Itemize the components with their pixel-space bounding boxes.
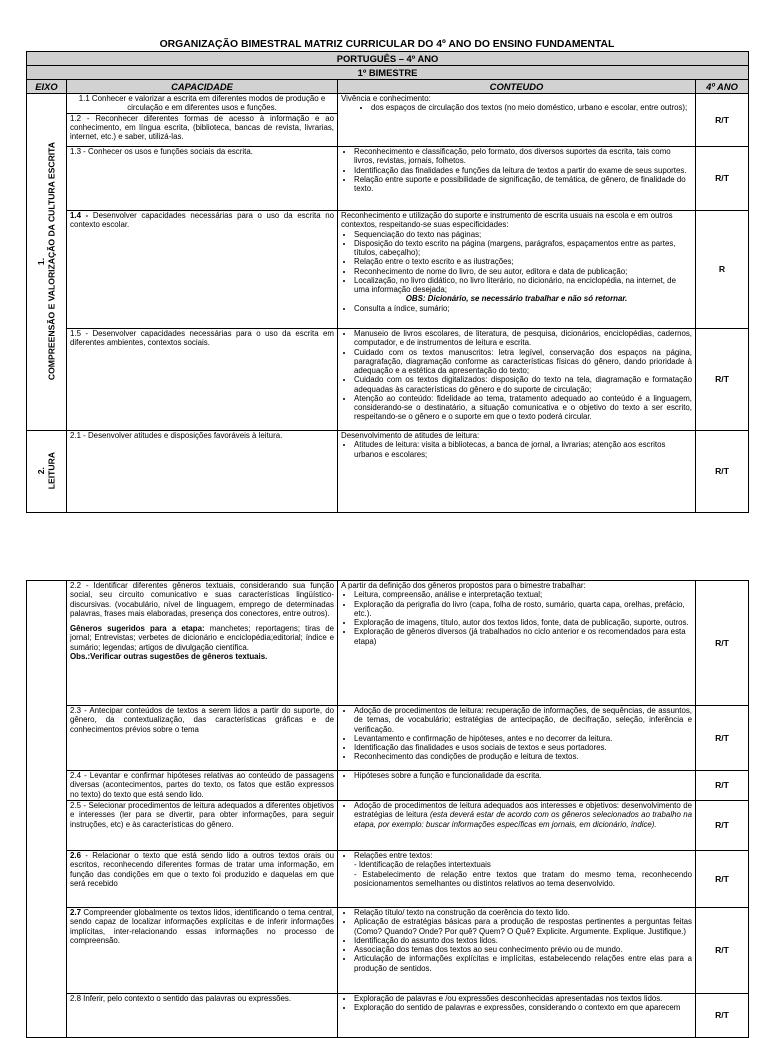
- col-ano: 4º ANO: [696, 80, 749, 94]
- table-row: [27, 211, 749, 329]
- status-badge: R/T: [696, 801, 749, 851]
- table-row: [27, 94, 749, 147]
- capacity-cell: 2.8 Inferir, pelo contexto o sentido das palavras ou expressões.: [67, 994, 338, 1038]
- axis-2-continuation-cell: [27, 581, 67, 1038]
- status-badge: R/T: [696, 329, 749, 431]
- status-badge: R/T: [696, 94, 749, 147]
- table-row: [27, 771, 749, 801]
- capacity-cell: 2.6 - Relacionar o texto que está sendo lido a outros textos orais ou escritos, reconhecendo diferentes formas de tratar uma informação, em função das condições em que o texto foi produzido e daquelas em que será recebido: [67, 851, 338, 908]
- status-badge: R/T: [696, 908, 749, 994]
- col-conteudo: CONTEUDO: [338, 80, 696, 94]
- content-cell: A partir da definição dos gêneros propostos para o bimestre trabalhar: • Leitura, compreensão, análise e interpretação textual; • Exploração da perigrafia do livro (capa, folha de rosto, sumário, quarta capa, orelhas, prefácio, etc.). • Exploração de imagens, título, autor dos textos lidos, fonte, data de publicação, suporte, outros. • Exploração de gêneros diversos (já trabalhados no ciclo anterior e os recomendados para esta etapa): [338, 581, 696, 706]
- column-header-row: [27, 80, 749, 94]
- axis-2-cell: [27, 431, 67, 513]
- status-badge: R: [696, 211, 749, 329]
- axis-2-label: 2. LEITURA: [35, 451, 57, 489]
- table-row: [27, 994, 749, 1038]
- bimester-header: 1º BIMESTRE: [27, 66, 749, 80]
- axis-1-cell: [27, 94, 67, 431]
- content-cell: Vivência e conhecimento: • dos espaços de circulação dos textos (no meio doméstico, urbano e escolar, entre outros);: [338, 94, 696, 147]
- table-row: [27, 851, 749, 908]
- table-row: [27, 329, 749, 431]
- table-row: [27, 801, 749, 851]
- capacity-cell: 1.4 - Desenvolver capacidades necessárias para o uso da escrita no contexto escolar.: [67, 211, 338, 329]
- axis-1-label: 1. COMPREENSÃO E VALORIZAÇÃO DA CULTURA ESCRITA: [35, 141, 57, 380]
- curriculum-table-page2: [26, 580, 749, 1038]
- capacity-cell: 2.2 - Identificar diferentes gêneros textuais, considerando sua função social, seu circuito comunicativo e suas características lingüístico-discursivas. (vocabulário, nível de linguagem, emprego de determinadas palavras, frases mais elaboradas, presença dos conectores, entre outros). Gêneros sugeridos para a etapa: manchetes; reportagens; tiras de jornal; Entrevistas; verbetes de dicionário e enciclopédia;editorial; índice e sumário; legendas; artigos de divulgação científica. Obs.:Verificar outras sugestões de gêneros textuais.: [67, 581, 338, 706]
- table-row: [27, 431, 749, 513]
- status-badge: R/T: [696, 581, 749, 706]
- document-title: ORGANIZAÇÃO BIMESTRAL MATRIZ CURRICULAR DO 4º ANO DO ENSINO FUNDAMENTAL: [159, 39, 615, 50]
- curriculum-table-page1: [26, 51, 749, 513]
- content-cell: • Adoção de procedimentos de leitura: recuperação de informações, de sequências, de assuntos, de temas, de vocabulário; estratégias de antecipação, de decifração, seleção, inferência e verificação. • Levantamento e confirmação de hipóteses, antes e no decorrer da leitura. • Identificação das finalidades e usos sociais de textos e seus portadores. • Reconhecimento das condições de produção e leitura de textos.: [338, 706, 696, 771]
- status-badge: R/T: [696, 851, 749, 908]
- content-cell: • Relações entre textos: - Identificação de relações intertextuais - Estabelecimento de relação entre textos que tratam do mesmo tema, reconhecendo posicionamentos semelhantes ou distintos relativos ao tema desenvolvido.: [338, 851, 696, 908]
- content-cell: • Hipóteses sobre a função e funcionalidade da escrita.: [338, 771, 696, 801]
- content-cell: • Exploração de palavras e /ou expressões desconhecidas apresentadas nos textos lidos. • Exploração do sentido de palavras e expressões, considerando o contexto em que aparecem: [338, 994, 696, 1038]
- content-cell: Desenvolvimento de atitudes de leitura: • Atitudes de leitura: visita a bibliotecas, a banca de jornal, a livrarias; atenção aos escritos urbanos e escolares;: [338, 431, 696, 513]
- capacity-cell: 2.5 - Selecionar procedimentos de leitura adequados a diferentes objetivos e interesses (ler para se divertir, para obter informações, para seguir instruções, etc) e às características do gênero.: [67, 801, 338, 851]
- table-row: [27, 581, 749, 706]
- status-badge: R/T: [696, 771, 749, 801]
- table-row: [27, 706, 749, 771]
- content-cell: Reconhecimento e utilização do suporte e instrumento de escrita usuais na escola e em outros contextos, respeitando-se suas especificidades: • Sequenciação do texto nas páginas; • Disposição do texto escrito na página (margens, parágrafos, espaçamentos entre as partes, títulos, cabeçalho); • Relação entre o texto escrito e as ilustrações; • Reconhecimento de nome do livro, de seu autor, editora e data de publicação; • Localização, no livro didático, no livro literário, no dicionário, na enciclopédia, na internet, de uma informação desejada; OBS: Dicionário, se necessário trabalhar e não só retornar. • Consulta a índice, sumário;: [338, 211, 696, 329]
- table-row: [27, 908, 749, 994]
- capacity-cell: 2.4 - Levantar e confirmar hipóteses relativas ao conteúdo de passagens diversas (acontecimentos, partes do texto, os fatos que estão expressos no texto) do texto que está sendo lido.: [67, 771, 338, 801]
- capacity-cell: 1.5 - Desenvolver capacidades necessárias para o uso da escrita em diferentes ambientes, contextos sociais.: [67, 329, 338, 431]
- col-eixo: EIXO: [27, 80, 67, 94]
- capacity-cell: 1.1 Conhecer e valorizar a escrita em diferentes modos de produção e circulação e em diferentes usos e funções. 1.2 - Reconhecer diferentes formas de acesso à informação e ao conhecimento, em língua escrita, (biblioteca, bancas de revista, livrarias, internet, etc.) e saber, utilizá-las.: [67, 94, 338, 147]
- content-cell: • Relação título/ texto na construção da coerência do texto lido. • Aplicação de estratégias básicas para a produção de respostas pertinentes a perguntas feitas (Como? Quando? Onde? Por quê? Quem? O Quê? Explicite. Argumente. Explique. Justifique.) • Identificação do assunto dos textos lidos. • Associação dos temas dos textos ao seu conhecimento prévio ou de mundo. • Articulação de informações explícitas e implícitas, estabelecendo relações entre elas para a produção de sentidos.: [338, 908, 696, 994]
- content-cell: • Manuseio de livros escolares, de literatura, de pesquisa, dicionários, enciclopédias, cadernos, computador, e de instrumentos de leitura e escrita. • Cuidado com os textos manuscritos: letra legível, conservação dos espaços na página, paragrafação, diagramação conforme as características físicas do gênero, dando prioridade à adequação e a estética da apresentação do texto; • Cuidado com os textos digitalizados: disposição do texto na tela, diagramação e formatação adequadas às características do gênero e do suporte de circulação; • Atenção ao conteúdo: fidelidade ao tema, tratamento adequado ao conteúdo é a linguagem, considerando-se o destinatário, a situação comunicativa e o objetivo do texto a ser escrito, respeitando-se o gênero e o suporte em que o texto poderá circular.: [338, 329, 696, 431]
- subject-header: PORTUGUÊS – 4º ANO: [27, 52, 749, 66]
- capacity-cell: 2.3 - Antecipar conteúdos de textos a serem lidos a partir do suporte, do gênero, da contextualização, das características gráficas e de conhecimentos prévios sobre o tema: [67, 706, 338, 771]
- status-badge: R/T: [696, 431, 749, 513]
- status-badge: R/T: [696, 994, 749, 1038]
- capacity-cell: 1.3 - Conhecer os usos e funções sociais da escrita.: [67, 147, 338, 211]
- status-badge: R/T: [696, 706, 749, 771]
- content-cell: • Reconhecimento e classificação, pelo formato, dos diversos suportes da escrita, tais como livros, revistas, jornais, folhetos. • Identificação das finalidades e funções da leitura de textos a partir do exame de seus suportes. • Relação entre suporte e possibilidade de significação, de temática, de gênero, de finalidade do texto.: [338, 147, 696, 211]
- capacity-cell: 2.7 Compreender globalmente os textos lidos, identificando o tema central, sendo capaz de localizar informações explícitas e de inferir informações implícitas, inter-relacionando essas informações no processo de compreensão.: [67, 908, 338, 994]
- content-cell: • Adoção de procedimentos de leitura adequados aos interesses e objetivos: desenvolvimento de estratégias de leitura (esta deverá estar de acordo com os gêneros selecionados ao trabalho na etapa, por exemplo: buscar informações específicas em jornais, em dicionário, índice).: [338, 801, 696, 851]
- status-badge: R/T: [696, 147, 749, 211]
- obs-note: OBS: Dicionário, se necessário trabalhar e não só retornar.: [405, 294, 628, 304]
- col-capacidade: CAPACIDADE: [67, 80, 338, 94]
- capacity-cell: 2.1 - Desenvolver atitudes e disposições favoráveis à leitura.: [67, 431, 338, 513]
- table-row: [27, 147, 749, 211]
